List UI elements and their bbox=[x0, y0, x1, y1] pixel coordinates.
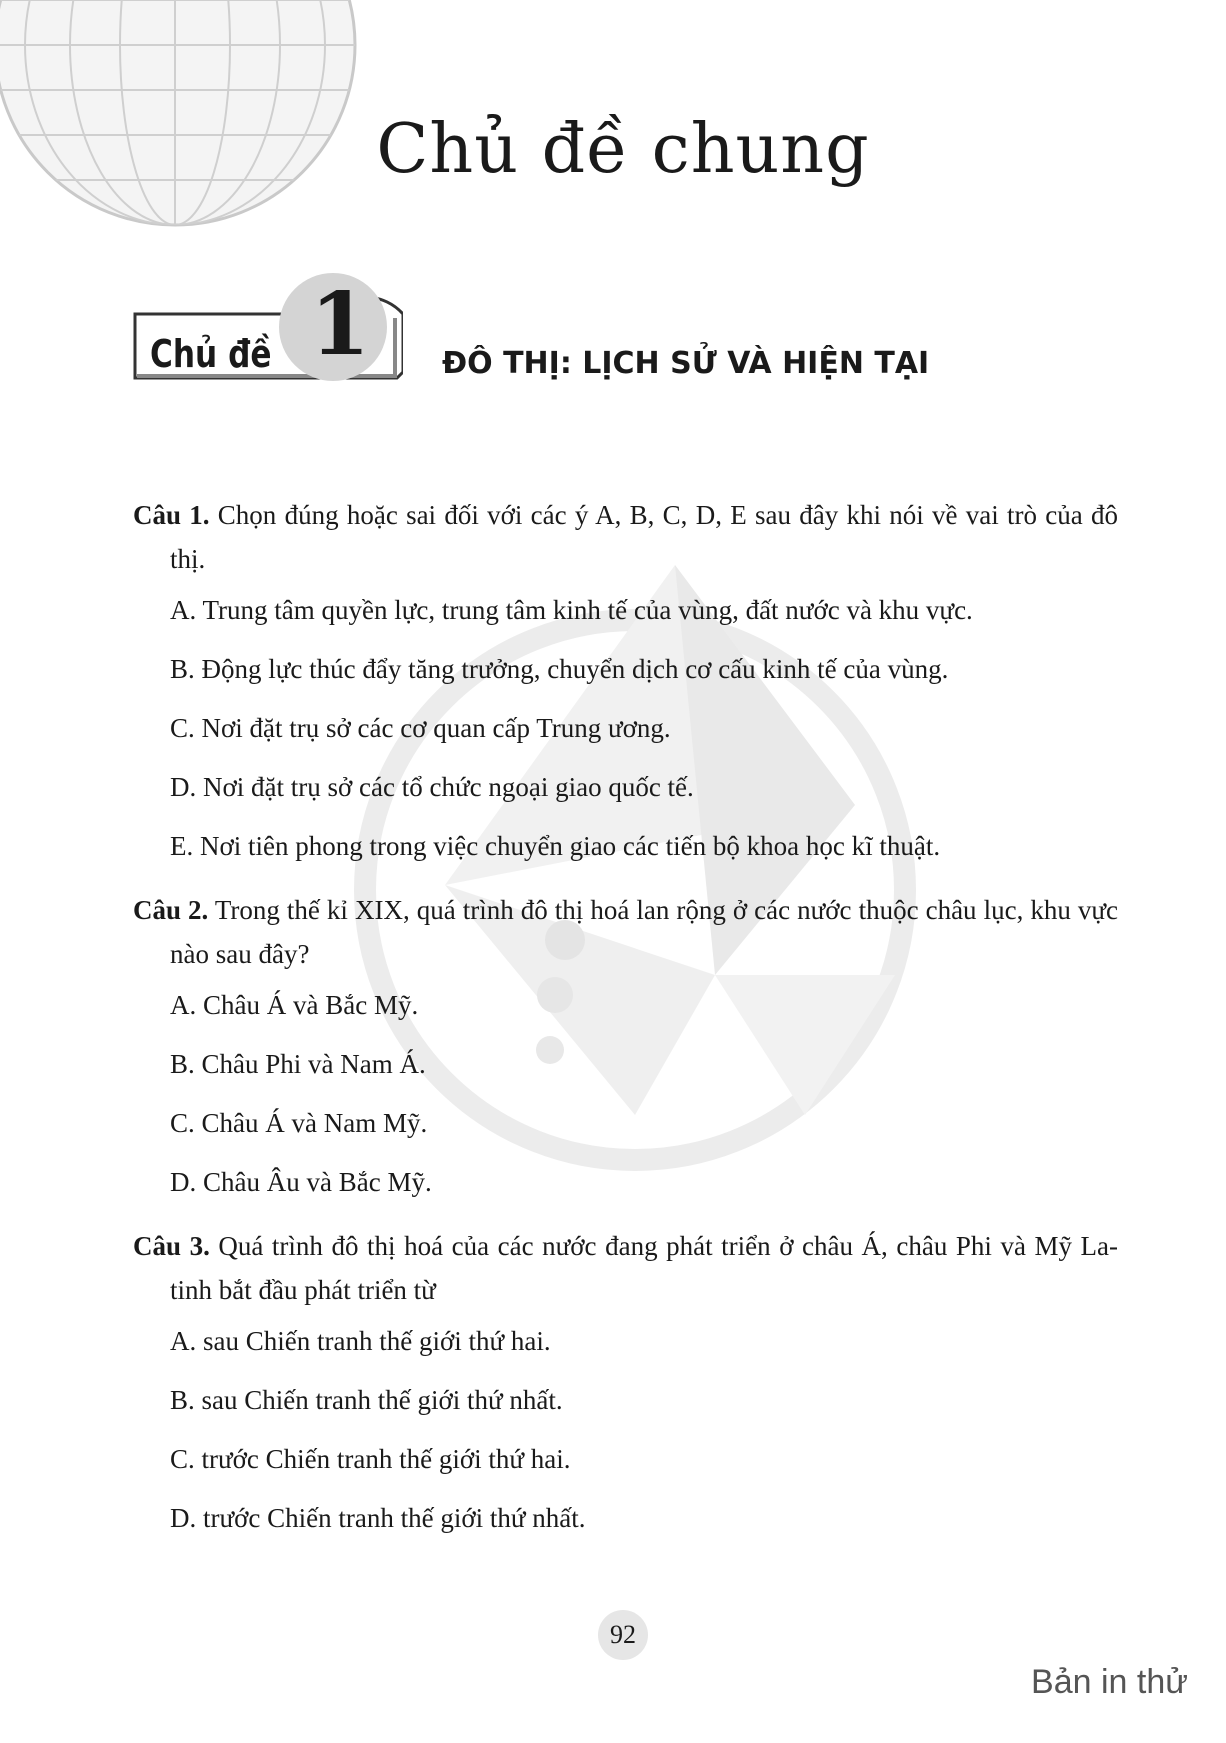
answer-option: B. Động lực thúc đẩy tăng trưởng, chuyển dịch cơ cấu kinh tế của vùng. bbox=[170, 654, 949, 684]
question-stem bbox=[133, 888, 1118, 976]
answer-option: B. sau Chiến tranh thế giới thứ nhất. bbox=[170, 1385, 563, 1415]
answer-option: A. Châu Á và Bắc Mỹ. bbox=[170, 990, 419, 1020]
answer-option: A. Trung tâm quyền lực, trung tâm kinh tế của vùng, đất nước và khu vực. bbox=[170, 595, 973, 625]
question-list bbox=[133, 493, 1118, 1560]
question-1 bbox=[133, 493, 1118, 876]
answer-option: D. Châu Âu và Bắc Mỹ. bbox=[170, 1167, 432, 1197]
question-2 bbox=[133, 888, 1118, 1212]
page-title: Chủ đề chung bbox=[376, 110, 870, 189]
answer-option: B. Châu Phi và Nam Á. bbox=[170, 1049, 426, 1079]
answer-option: D. Nơi đặt trụ sở các tổ chức ngoại giao quốc tế. bbox=[170, 772, 694, 802]
page-number: 92 bbox=[598, 1610, 648, 1660]
answer-option: C. trước Chiến tranh thế giới thứ hai. bbox=[170, 1444, 571, 1474]
answer-option: E. Nơi tiên phong trong việc chuyển giao các tiến bộ khoa học kĩ thuật. bbox=[170, 831, 941, 861]
answer-option: C. Nơi đặt trụ sở các cơ quan cấp Trung ương. bbox=[170, 713, 671, 743]
question-stem bbox=[133, 493, 1118, 581]
question-label: Câu 2. bbox=[133, 895, 209, 925]
answer-option: C. Châu Á và Nam Mỹ. bbox=[170, 1108, 428, 1138]
answer-option: D. trước Chiến tranh thế giới thứ nhất. bbox=[170, 1503, 586, 1533]
topic-label: Chủ đề bbox=[150, 332, 272, 376]
question-text: Chọn đúng hoặc sai đối với các ý A, B, C, D, E sau đây khi nói về vai trò của đô thị. bbox=[170, 500, 1118, 574]
topic-title: ĐÔ THỊ: LỊCH SỬ VÀ HIỆN TẠI bbox=[442, 346, 930, 381]
answer-option: A. sau Chiến tranh thế giới thứ hai. bbox=[170, 1326, 551, 1356]
question-text: Quá trình đô thị hoá của các nước đang phát triển ở châu Á, châu Phi và Mỹ La-tinh bắt đầu phát triển từ bbox=[170, 1231, 1119, 1305]
question-label: Câu 3. bbox=[133, 1231, 210, 1261]
draft-label: Bản in thử bbox=[1031, 1663, 1188, 1701]
question-stem bbox=[133, 1224, 1118, 1312]
question-3 bbox=[133, 1224, 1118, 1548]
question-label: Câu 1. bbox=[133, 500, 210, 530]
topic-number: 1 bbox=[310, 274, 370, 375]
question-text: Trong thế kỉ XIX, quá trình đô thị hoá lan rộng ở các nước thuộc châu lục, khu vực nào sau đây? bbox=[170, 895, 1118, 969]
